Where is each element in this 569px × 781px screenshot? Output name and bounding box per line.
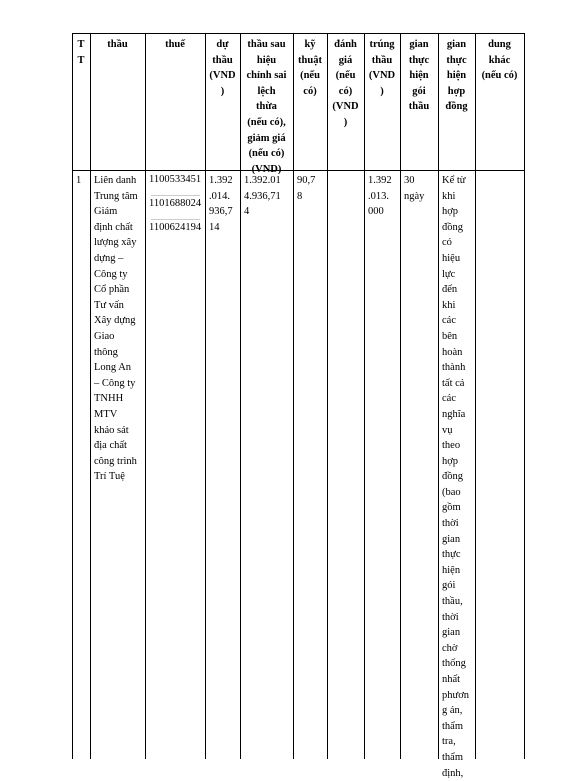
col-border-7: [364, 33, 365, 759]
row-tax-codes: [147, 172, 204, 243]
col-border-11: [524, 33, 525, 759]
col-border-5: [293, 33, 294, 759]
col-border-2: [145, 33, 146, 759]
header-winning-price: trúng thầu (VND ): [368, 39, 396, 97]
row-package-duration: 30 ngày: [404, 175, 425, 202]
row-contract-duration: Kể từ khi hợp đồng có hiệu lực đến khi các bên hoàn thành tất cả các nghĩa vụ theo hợp đồng (bao gồm thời gian thực hiện gói thầu, thời gian chờ thống nhất phươn g án, thẩm tra, thẩm định,: [442, 175, 469, 779]
col-border-6: [327, 33, 328, 759]
row-bid-price: 1.392 .014. 936,7 14: [209, 175, 233, 233]
col-border-0: [72, 33, 73, 759]
row-technical-score: 90,7 8: [297, 175, 316, 202]
header-evaluated-price: đánh giá (nếu có) (VND ): [332, 39, 359, 128]
header-adjusted-price: thầu sau hiệu chỉnh sai lệch thừa (nếu có), giảm giá (nếu có) (VND): [246, 39, 287, 175]
header-tt: T T: [77, 39, 85, 66]
tax-code: 1101688024: [149, 198, 202, 209]
row-winning-price: 1.392 .013. 000: [368, 175, 392, 218]
header-other: dung khác (nếu có): [481, 39, 518, 82]
header-technical-score: kỹ thuật (nếu có): [298, 39, 322, 97]
row-tt: 1: [76, 175, 82, 186]
header-contract-duration: gian thực hiện hợp đồng: [445, 39, 468, 113]
col-border-3: [205, 33, 206, 759]
col-border-9: [438, 33, 439, 759]
row-bidder: Liên danh Trung tâm Giám định chất lượng xây dựng – Công ty Cổ phần Tư vấn Xây dựng Giao thông Long An – Công ty TNHH MTV khảo sát địa chất công trình Trí Tuệ: [94, 175, 138, 483]
tax-code: 1100624194: [149, 222, 202, 233]
header-bid-price: dự thầu (VND ): [209, 39, 236, 97]
header-bidder: thầu: [107, 39, 128, 50]
col-border-1: [90, 33, 91, 759]
row-adjusted-price: 1.392.01 4.936,71 4: [244, 175, 281, 218]
header-row-divider: [72, 170, 525, 171]
header-tax-code: thuế: [165, 39, 185, 50]
header-package-duration: gian thực hiện gói thầu: [408, 39, 430, 113]
tax-code: 1100533451: [149, 174, 202, 185]
col-border-10: [475, 33, 476, 759]
table-top-border: [72, 33, 525, 34]
col-border-8: [400, 33, 401, 759]
